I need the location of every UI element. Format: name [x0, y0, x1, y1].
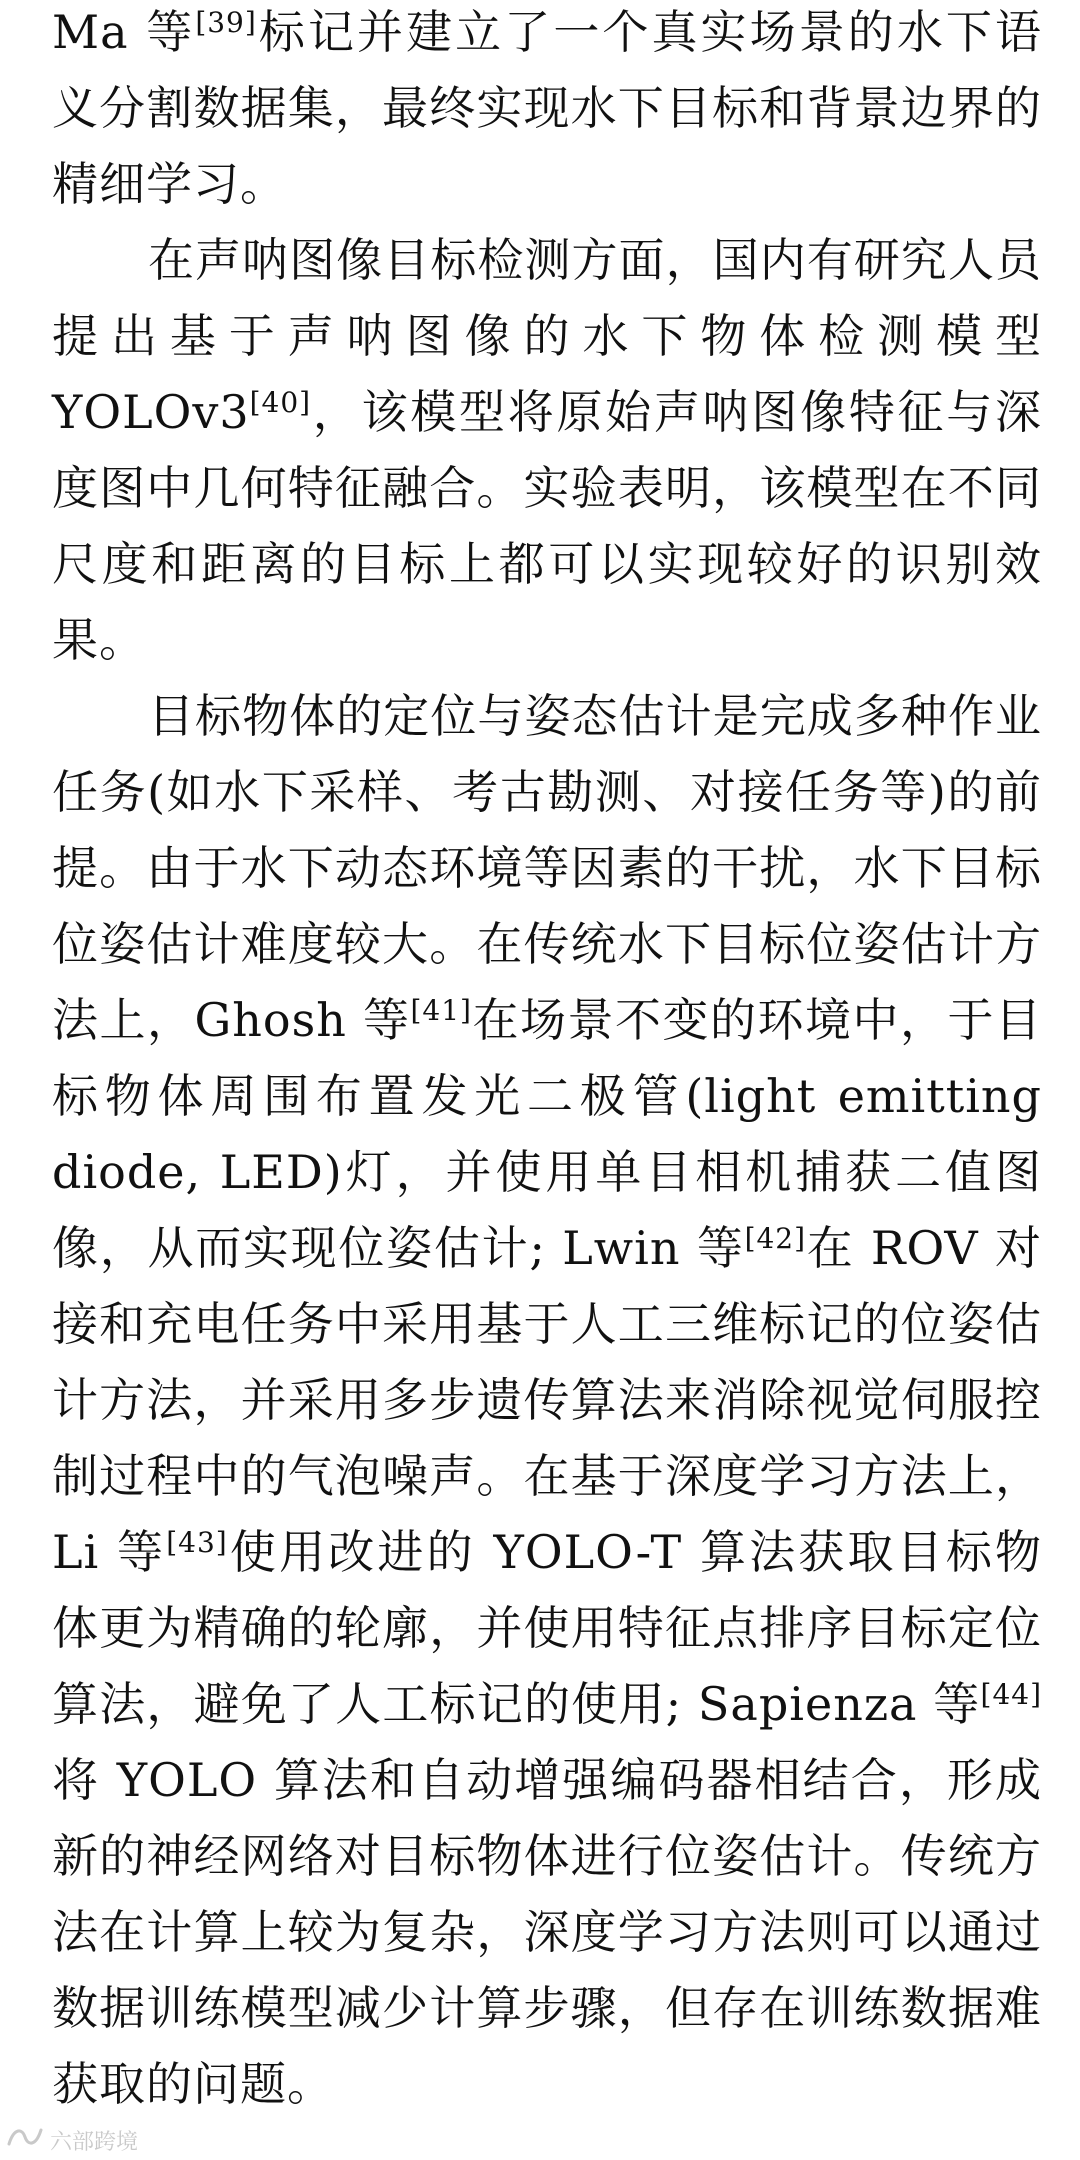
logo-icon: [6, 2124, 44, 2156]
citation-reference: [41]: [410, 994, 472, 1027]
citation-reference: [44]: [980, 1678, 1042, 1711]
paragraph-text: 目标物体的定位与姿态估计是完成多种作业任务(如水下采样、考古勘测、对接任务等)的前提。由于水下动态环境等因素的干扰，水下目标位姿估计难度较大。在传统水下目标位姿估计方法上，Ghosh 等: [52, 689, 1042, 1047]
document-body: [52, 0, 1042, 2122]
paragraph: [52, 0, 1042, 222]
paragraph: [52, 222, 1042, 678]
citation-reference: [40]: [249, 386, 312, 419]
watermark: [6, 2124, 138, 2156]
paragraph-text: ，该模型将原始声呐图像特征与深度图中几何特征融合。实验表明，该模型在不同尺度和距离的目标上都可以实现较好的识别效果。: [52, 385, 1042, 667]
paragraph-text: 将 YOLO 算法和自动增强编码器相结合，形成新的神经网络对目标物体进行位姿估计。传统方法在计算上较为复杂，深度学习方法则可以通过数据训练模型减少计算步骤，但存在训练数据难获取的问题。: [52, 1753, 1042, 2111]
watermark-text: 六部跨境: [50, 2129, 139, 2155]
paragraph-text: Ma 等: [52, 5, 196, 59]
paragraph-text: 在 ROV 对接和充电任务中采用基于人工三维标记的位姿估计方法，并采用多步遗传算法来消除视觉伺服控制过程中的气泡噪声。在基于深度学习方法上，Li 等: [52, 1221, 1042, 1579]
paragraph-text: 使用改进的 YOLO-T 算法获取目标物体更为精确的轮廓，并使用特征点排序目标定位算法，避免了人工标记的使用; Sapienza 等: [52, 1525, 1042, 1731]
paragraph-text: 标记并建立了一个真实场景的水下语义分割数据集，最终实现水下目标和背景边界的精细学习。: [52, 5, 1043, 211]
citation-reference: [39]: [195, 6, 257, 39]
citation-reference: [43]: [166, 1526, 228, 1559]
citation-reference: [42]: [744, 1222, 807, 1255]
paragraph-text: 在声呐图像目标检测方面，国内有研究人员提出基于声呐图像的水下物体检测模型 YOLOv3: [52, 233, 1042, 439]
paragraph-text: 在场景不变的环境中，于目标物体周围布置发光二极管(light emitting diode, LED)灯，并使用单目相机捕获二值图像，从而实现位姿估计; Lwin 等: [52, 993, 1043, 1275]
paragraph: [52, 678, 1042, 2122]
